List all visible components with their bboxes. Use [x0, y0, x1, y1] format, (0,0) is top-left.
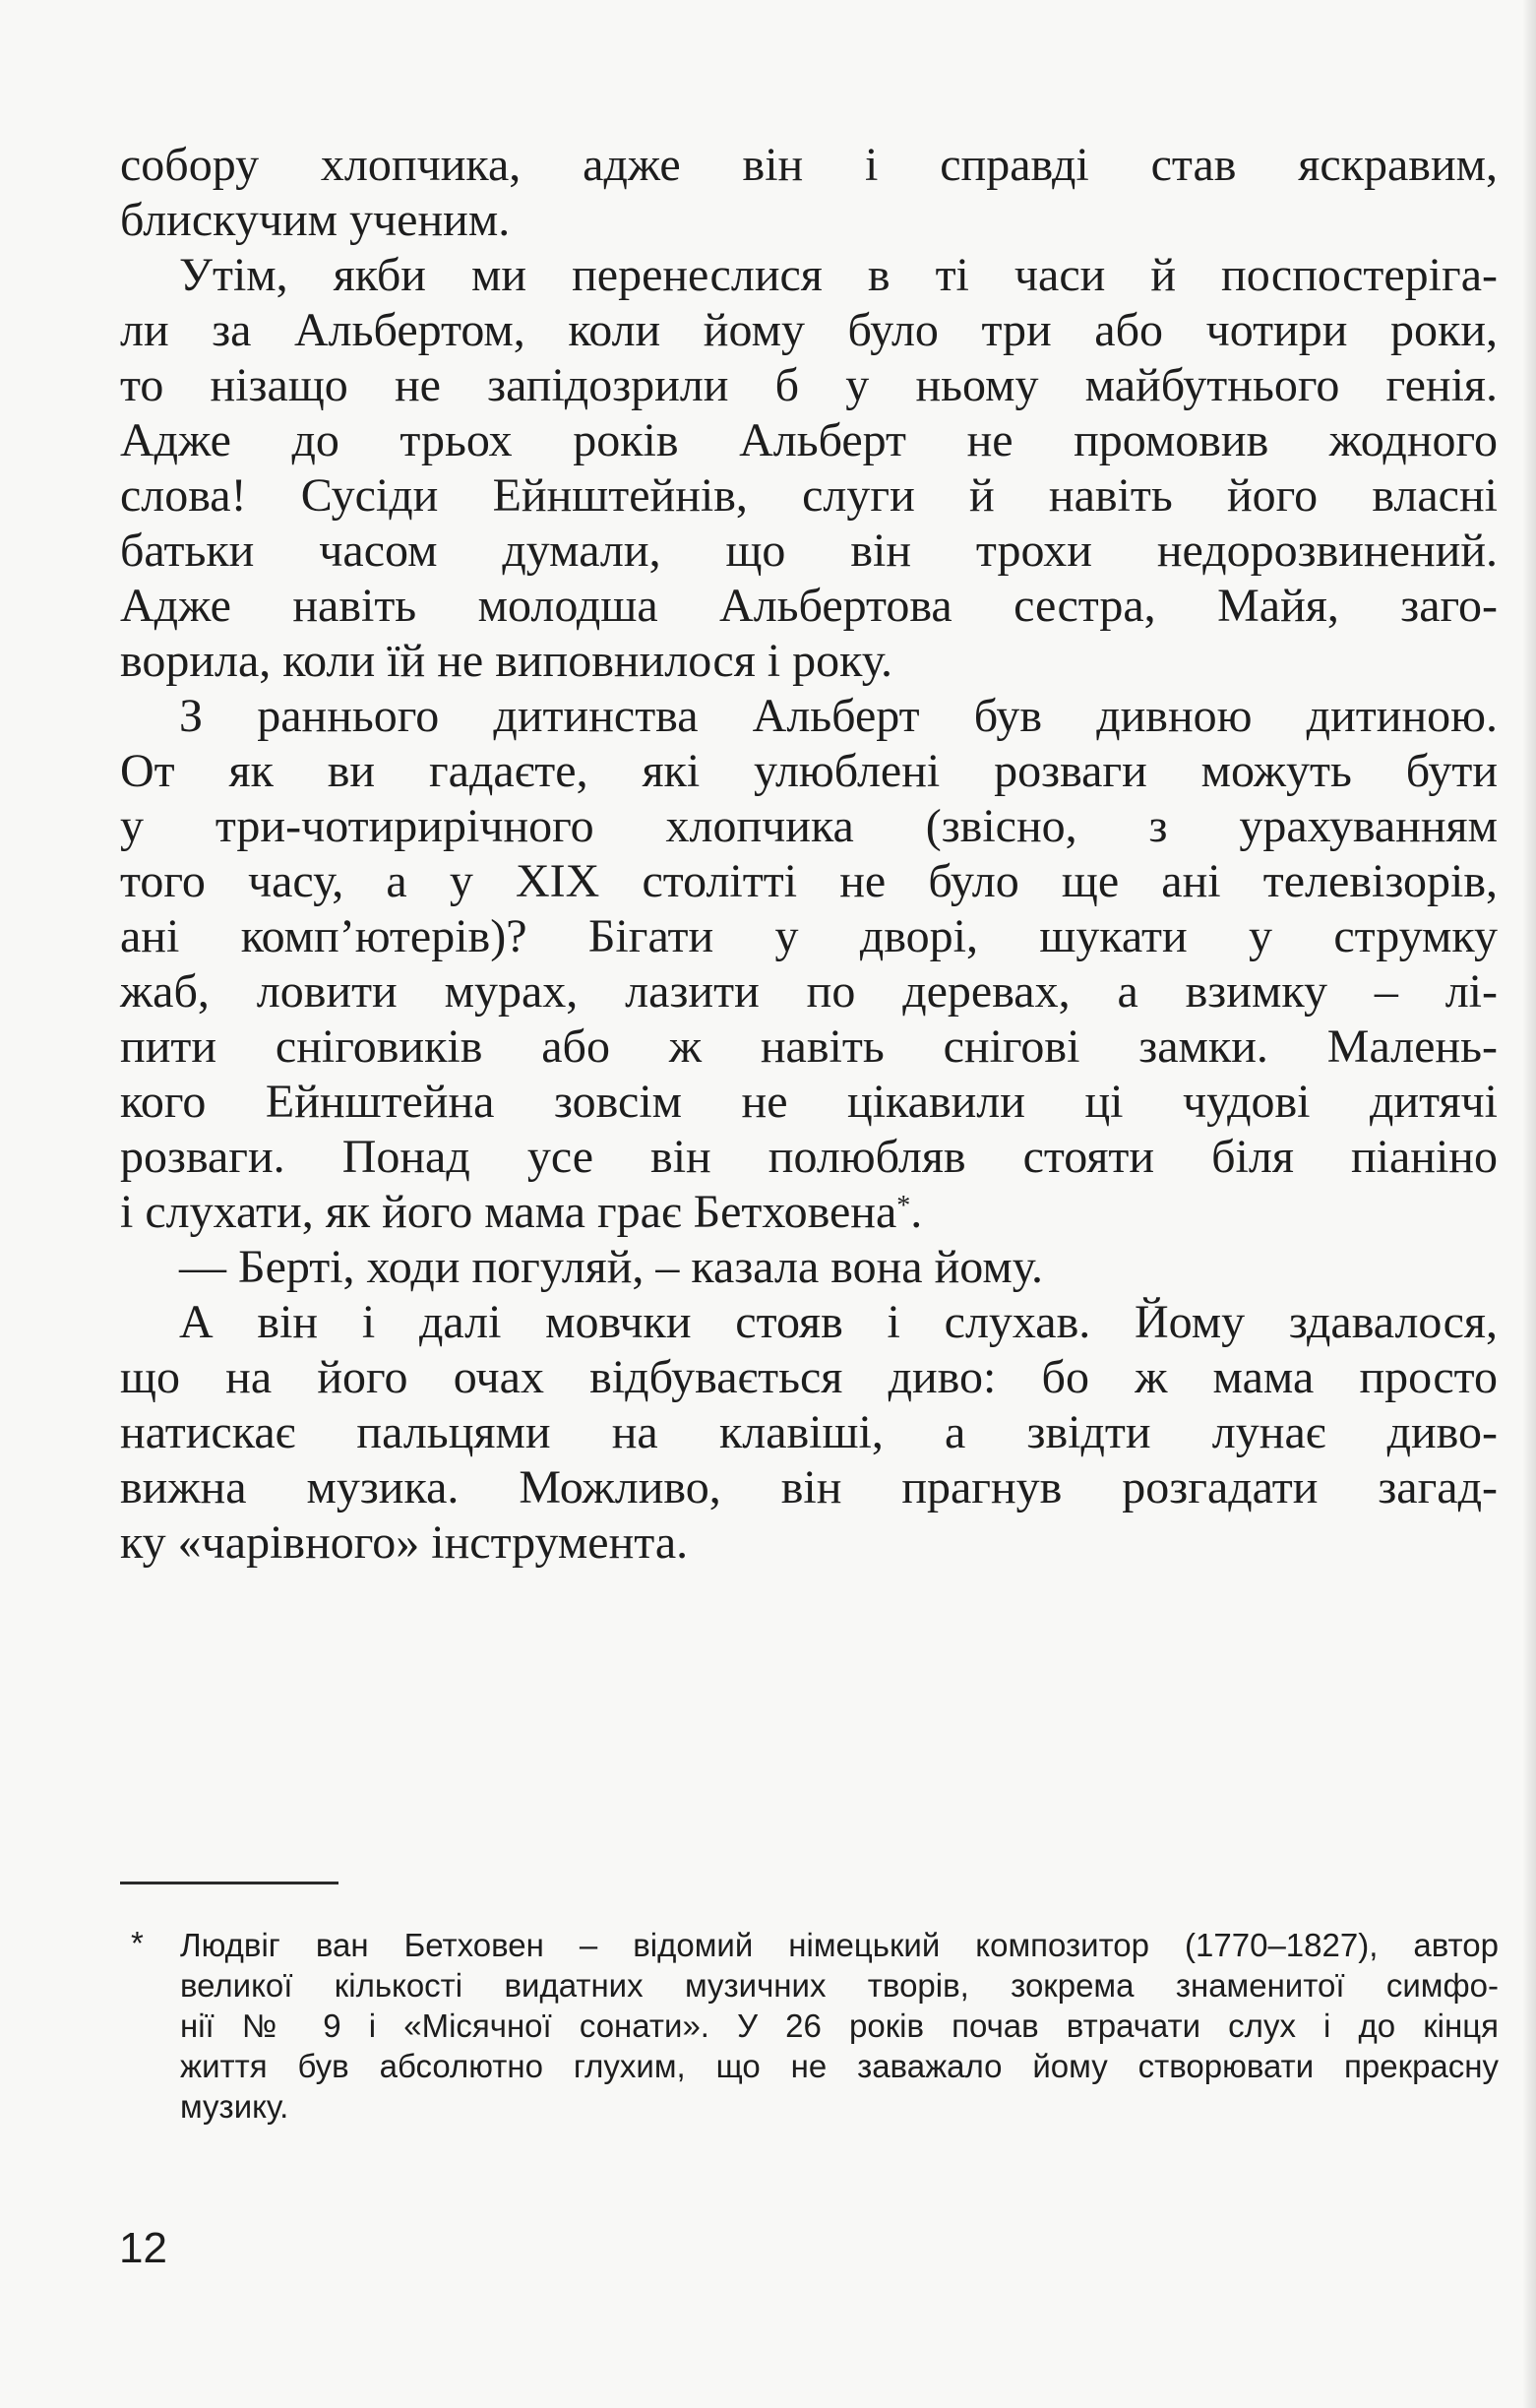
dialogue-line: — Берті, ходи погуляй, – казала вона йому.: [179, 1241, 1043, 1293]
paragraph-start-line: Утім, якби ми перенеслися в ті часи й поспостеріга-: [179, 249, 1498, 301]
text-line: у три-чотирирічного хлопчика (звісно, з урахуванням: [120, 800, 1498, 852]
text-line: то нізащо не запідозрили б у ньому майбутнього генія.: [120, 359, 1498, 411]
footnote-line: * Людвіг ван Бетховен – відомий німецький композитор (1770–1827), автор: [131, 1925, 1499, 1963]
footnote-divider: [120, 1882, 338, 1884]
text-line: ли за Альбертом, коли йому було три або чотири роки,: [120, 304, 1498, 356]
text-line: ані комп’ютерів)? Бігати у дворі, шукати у струмку: [120, 910, 1498, 962]
text-line: ку «чарівного» інструмента.: [120, 1516, 689, 1569]
text-line: собору хлопчика, адже він і справді став яскравим,: [120, 139, 1498, 191]
text-line: розваги. Понад усе він полюбляв стояти біля піаніно: [120, 1131, 1498, 1183]
text-line: блискучим ученим.: [120, 194, 511, 246]
page-number: 12: [119, 2224, 167, 2272]
text-line: батьки часом думали, що він трохи недорозвинений.: [120, 525, 1498, 577]
text-line: От як ви гадаєте, які улюблені розваги можуть бути: [120, 745, 1498, 797]
text-line: Адже до трьох років Альберт не промовив жодного: [120, 414, 1498, 466]
text-line: Адже навіть молодша Альбертова сестра, Майя, заго-: [120, 580, 1498, 632]
page-edge-shadow: [1522, 0, 1536, 2408]
text-line: натискає пальцями на клавіші, а звідти лунає диво-: [120, 1406, 1498, 1458]
footnote-reference[interactable]: *: [896, 1191, 911, 1221]
footnote-line: великої кількості видатних музичних творів, зокрема знаменитої симфо-: [180, 1967, 1499, 2004]
text-line: слова! Сусіди Ейнштейнів, слуги й навіть його власні: [120, 469, 1498, 522]
footnote-line: музику.: [180, 2088, 289, 2125]
text-line: ворила, коли їй не виповнилося і року.: [120, 635, 892, 687]
text-line-with-footnote-ref: і слухати, як його мама грає Бетховена*.: [120, 1186, 923, 1238]
text-line: кого Ейнштейна зовсім не цікавили ці чудові дитячі: [120, 1076, 1498, 1128]
text-line: що на його очах відбувається диво: бо ж мама просто: [120, 1351, 1498, 1403]
footnote-line: нії № 9 і «Місячної сонати». У 26 років почав втрачати слух і до кінця: [180, 2007, 1499, 2044]
text-line: жаб, ловити мурах, лазити по деревах, а взимку – лі-: [120, 965, 1498, 1018]
text-line: вижна музика. Можливо, він прагнув розгадати загад-: [120, 1461, 1498, 1513]
footnote-marker: *: [131, 1925, 144, 1961]
footnote-line: життя був абсолютно глухим, що не заважало йому створювати прекрасну: [180, 2048, 1499, 2084]
paragraph-start-line: З раннього дитинства Альберт був дивною дитиною.: [179, 690, 1498, 742]
text-line: пити сніговиків або ж навіть снігові замки. Малень-: [120, 1020, 1498, 1073]
paragraph-start-line: А він і далі мовчки стояв і слухав. Йому здавалося,: [179, 1296, 1498, 1348]
main-text: [120, 138, 1498, 1571]
text-line: того часу, а у XIX столітті не було ще ані телевізорів,: [120, 855, 1498, 907]
footnote: [131, 1927, 1499, 2129]
